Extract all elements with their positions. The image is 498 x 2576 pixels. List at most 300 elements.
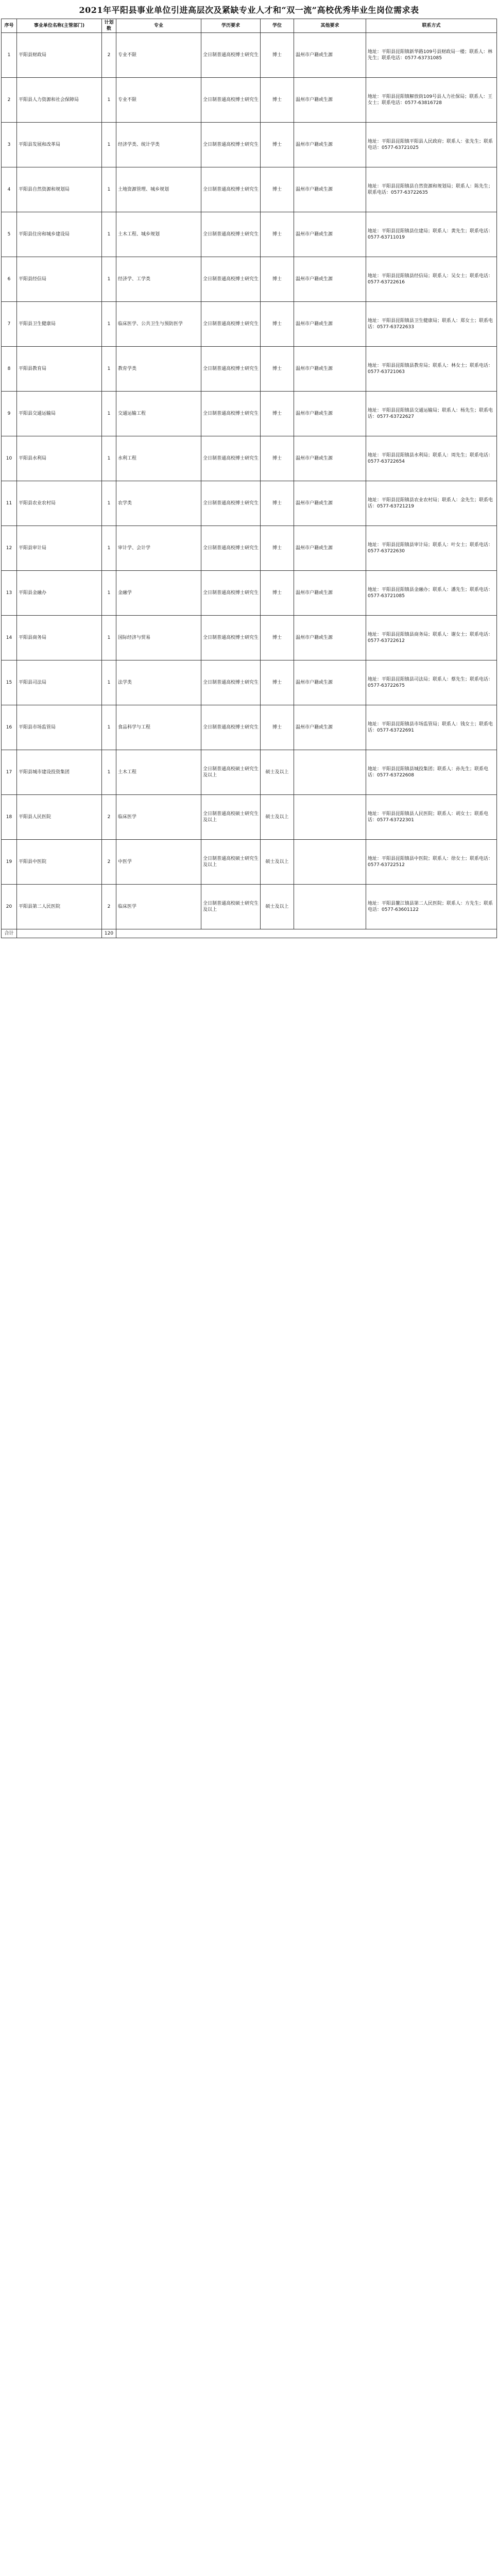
cell-education-text: 全日制普通高校博士研究生 [203, 366, 259, 371]
cell-other-text: 温州市户籍或生源 [296, 546, 333, 551]
table-header-row [2, 19, 497, 33]
cell-unit [17, 436, 102, 481]
cell-num-text: 1 [107, 187, 111, 192]
cell-degree [261, 257, 294, 302]
cell-other [294, 78, 366, 123]
cell-contact [366, 257, 497, 302]
cell-num-text: 1 [107, 232, 111, 237]
table-row [2, 78, 497, 123]
cell-major [116, 302, 201, 347]
cell-degree-text: 博士 [272, 411, 282, 416]
cell-no [2, 78, 17, 123]
table-row [2, 257, 497, 302]
cell-major-text: 中医学 [118, 859, 132, 865]
cell-no-text: 7 [7, 321, 11, 327]
cell-unit-text: 平阳县人民医院 [19, 815, 51, 820]
cell-unit-text: 平阳县商务局 [19, 635, 47, 640]
cell-degree [261, 526, 294, 571]
cell-contact [366, 33, 497, 78]
cell-education-text: 全日制普通高校硕士研究生及以上 [203, 811, 259, 823]
cell-unit [17, 167, 102, 212]
cell-major-text: 食品科学与工程 [118, 725, 151, 730]
cell-num-text: 2 [107, 53, 111, 58]
cell-other [294, 212, 366, 257]
cell-other-text: 温州市户籍或生源 [296, 411, 333, 416]
cell-no [2, 616, 17, 660]
cell-no-text: 8 [7, 366, 11, 371]
cell-education-text: 全日制普通高校博士研究生 [203, 590, 259, 596]
table-row [2, 436, 497, 481]
cell-no [2, 167, 17, 212]
cell-education-text: 全日制普通高校博士研究生 [203, 321, 259, 327]
footer-label: 合计 [2, 929, 17, 938]
cell-education-text: 全日制普通高校博士研究生 [203, 142, 259, 147]
cell-other-text: 温州市户籍或生源 [296, 187, 333, 192]
cell-education-text: 全日制普通高校博士研究生 [203, 501, 259, 506]
table-footer-row [2, 929, 497, 938]
cell-no-text: 11 [6, 501, 12, 506]
cell-unit [17, 616, 102, 660]
cell-other [294, 481, 366, 526]
cell-contact [366, 436, 497, 481]
cell-education-text: 全日制普通高校博士研究生 [203, 411, 259, 416]
table-body [2, 33, 497, 929]
cell-education-text: 全日制普通高校博士研究生 [203, 53, 259, 58]
cell-unit-text: 平阳县城市建设投资集团 [19, 770, 70, 775]
cell-education [201, 750, 261, 795]
cell-no [2, 526, 17, 571]
cell-degree-text: 博士 [272, 187, 282, 192]
cell-no-text: 14 [6, 635, 12, 640]
cell-degree [261, 167, 294, 212]
cell-num [102, 571, 116, 616]
cell-contact [366, 392, 497, 436]
cell-contact-text: 地址：平阳县鳌江镇县第二人民医院；联系人：方先生；联系电话：0577-63601122 [368, 901, 493, 912]
cell-unit-text: 平阳县财政局 [19, 53, 47, 58]
table-row [2, 347, 497, 392]
cell-unit-text: 平阳县交通运输局 [19, 411, 56, 416]
cell-contact [366, 526, 497, 571]
cell-contact-text: 地址：平阳县昆阳镇平阳县人民政府；联系人：张先生；联系电话：0577-63721025 [368, 139, 493, 150]
cell-num [102, 257, 116, 302]
cell-num-text: 1 [107, 456, 111, 461]
header-education: 学历要求 [201, 19, 261, 33]
cell-major-text: 土木工程、城乡规划 [118, 232, 160, 237]
cell-major-text: 金融学 [118, 590, 132, 596]
cell-education [201, 302, 261, 347]
cell-contact [366, 571, 497, 616]
cell-num [102, 840, 116, 885]
cell-unit [17, 347, 102, 392]
cell-no [2, 885, 17, 929]
footer-empty [116, 929, 497, 938]
table-row [2, 571, 497, 616]
cell-major-text: 专业不限 [118, 97, 137, 103]
cell-degree [261, 660, 294, 705]
cell-degree-text: 博士 [272, 546, 282, 551]
cell-education-text: 全日制普通高校博士研究生 [203, 635, 259, 640]
cell-num-text: 2 [107, 904, 111, 909]
cell-major-text: 交通运输工程 [118, 411, 146, 416]
cell-no [2, 347, 17, 392]
cell-education [201, 167, 261, 212]
cell-unit [17, 257, 102, 302]
table-row [2, 212, 497, 257]
cell-major-text: 水利工程 [118, 456, 137, 461]
cell-other [294, 795, 366, 840]
cell-education [201, 795, 261, 840]
cell-education-text: 全日制普通高校博士研究生 [203, 232, 259, 237]
cell-education-text: 全日制普通高校博士研究生 [203, 456, 259, 461]
cell-education-text: 全日制普通高校博士研究生 [203, 187, 259, 192]
cell-other-text: 温州市户籍或生源 [296, 590, 333, 596]
cell-num [102, 392, 116, 436]
cell-major [116, 392, 201, 436]
cell-major [116, 616, 201, 660]
cell-degree-text: 博士 [272, 142, 282, 147]
cell-unit-text: 平阳县水利局 [19, 456, 47, 461]
cell-major [116, 257, 201, 302]
cell-unit-text: 平阳县人力资源和社会保障局 [19, 97, 79, 103]
cell-unit-text: 平阳县司法局 [19, 680, 47, 685]
cell-contact-text: 地址：平阳县昆阳镇县金融办；联系人：潘先生；联系电话：0577-63721085 [368, 587, 493, 599]
cell-unit [17, 885, 102, 929]
cell-major [116, 750, 201, 795]
cell-education [201, 481, 261, 526]
cell-other-text: 温州市户籍或生源 [296, 53, 333, 58]
cell-other-text: 温州市户籍或生源 [296, 680, 333, 685]
cell-num-text: 1 [107, 321, 111, 327]
cell-major-text: 国际经济与贸易 [118, 635, 151, 640]
cell-degree-text: 博士 [272, 366, 282, 371]
cell-no [2, 123, 17, 167]
cell-other [294, 123, 366, 167]
cell-unit [17, 481, 102, 526]
page-title: 2021年平阳县事业单位引进高层次及紧缺专业人才和“双一流”高校优秀毕业生岗位需求表 [79, 5, 419, 15]
cell-unit-text: 平阳县住房和城乡建设局 [19, 232, 70, 237]
cell-num [102, 660, 116, 705]
cell-education-text: 全日制普通高校博士研究生 [203, 546, 259, 551]
cell-no [2, 257, 17, 302]
cell-major [116, 660, 201, 705]
cell-contact-text: 地址：平阳县昆阳镇县审计局；联系人：叶女士；联系电话：0577-63722630 [368, 543, 493, 554]
cell-degree-text: 博士 [272, 456, 282, 461]
cell-no [2, 705, 17, 750]
cell-degree-text: 博士 [272, 501, 282, 506]
cell-education [201, 33, 261, 78]
cell-degree-text: 硕士及以上 [265, 904, 289, 909]
cell-num-text: 1 [107, 142, 111, 147]
cell-major-text: 经济学类、统计学类 [118, 142, 160, 147]
table-row [2, 885, 497, 929]
cell-other [294, 33, 366, 78]
cell-education [201, 212, 261, 257]
cell-degree-text: 博士 [272, 725, 282, 730]
cell-major [116, 481, 201, 526]
table-row [2, 167, 497, 212]
cell-education [201, 885, 261, 929]
cell-no [2, 392, 17, 436]
cell-contact [366, 885, 497, 929]
cell-contact [366, 78, 497, 123]
cell-degree [261, 78, 294, 123]
cell-num-text: 1 [107, 501, 111, 506]
cell-other [294, 167, 366, 212]
cell-unit [17, 302, 102, 347]
cell-education [201, 436, 261, 481]
cell-unit [17, 660, 102, 705]
cell-degree [261, 123, 294, 167]
table-row [2, 705, 497, 750]
cell-no-text: 18 [6, 815, 12, 820]
table-row [2, 616, 497, 660]
cell-contact-text: 地址：平阳县昆阳镇县司法局；联系人：蔡先生；联系电话：0577-63722675 [368, 677, 493, 688]
cell-contact [366, 750, 497, 795]
cell-other [294, 885, 366, 929]
cell-other-text: 温州市户籍或生源 [296, 366, 333, 371]
footer-total: 120 [102, 929, 116, 938]
cell-degree [261, 436, 294, 481]
cell-other-text: 温州市户籍或生源 [296, 277, 333, 282]
cell-degree [261, 212, 294, 257]
cell-education-text: 全日制普通高校硕士研究生及以上 [203, 767, 259, 778]
cell-major [116, 795, 201, 840]
cell-major-text: 土木工程 [118, 770, 137, 775]
cell-degree [261, 616, 294, 660]
cell-other [294, 840, 366, 885]
footer-spacer [17, 929, 102, 938]
cell-contact-text: 地址：平阳县昆阳镇县中医院；联系人：徐女士；联系电话：0577-63722512 [368, 856, 493, 868]
cell-contact-text: 地址：平阳县昆阳镇县城投集团；联系人：孙先生；联系电话：0577-63722608 [368, 767, 489, 778]
cell-contact [366, 302, 497, 347]
cell-no-text: 17 [6, 770, 12, 775]
table-row [2, 123, 497, 167]
cell-degree-text: 博士 [272, 53, 282, 58]
cell-num-text: 1 [107, 277, 111, 282]
cell-no-text: 4 [7, 187, 11, 192]
table-row [2, 795, 497, 840]
cell-num-text: 1 [107, 635, 111, 640]
cell-unit [17, 705, 102, 750]
cell-major [116, 78, 201, 123]
cell-num [102, 481, 116, 526]
cell-num [102, 795, 116, 840]
cell-degree [261, 795, 294, 840]
cell-major-text: 审计学、会计学 [118, 546, 151, 551]
cell-no-text: 6 [7, 277, 11, 282]
cell-major [116, 571, 201, 616]
cell-contact-text: 地址：平阳县昆阳镇县卫生健康局；联系人：郑女士；联系电话：0577-63722633 [368, 318, 493, 330]
cell-num [102, 436, 116, 481]
cell-degree [261, 571, 294, 616]
cell-unit [17, 526, 102, 571]
cell-num [102, 123, 116, 167]
cell-degree [261, 750, 294, 795]
cell-degree-text: 硕士及以上 [265, 859, 289, 865]
cell-education [201, 78, 261, 123]
cell-contact [366, 705, 497, 750]
cell-major [116, 840, 201, 885]
table-row [2, 302, 497, 347]
cell-major [116, 705, 201, 750]
cell-num [102, 347, 116, 392]
cell-no [2, 481, 17, 526]
cell-other [294, 571, 366, 616]
cell-major-text: 临床医学 [118, 815, 137, 820]
cell-degree [261, 885, 294, 929]
cell-num [102, 750, 116, 795]
cell-no [2, 212, 17, 257]
cell-unit [17, 212, 102, 257]
cell-num-text: 1 [107, 546, 111, 551]
cell-education [201, 526, 261, 571]
header-degree: 学位 [261, 19, 294, 33]
cell-no-text: 1 [7, 53, 11, 58]
cell-other [294, 392, 366, 436]
cell-education [201, 257, 261, 302]
cell-other [294, 302, 366, 347]
table-row [2, 33, 497, 78]
cell-contact [366, 347, 497, 392]
cell-no-text: 2 [7, 97, 11, 103]
cell-major-text: 教育学类 [118, 366, 137, 371]
cell-no [2, 436, 17, 481]
cell-contact [366, 840, 497, 885]
cell-major [116, 436, 201, 481]
cell-other [294, 436, 366, 481]
cell-no [2, 302, 17, 347]
cell-education [201, 840, 261, 885]
cell-education [201, 347, 261, 392]
cell-contact [366, 795, 497, 840]
cell-num [102, 616, 116, 660]
cell-education [201, 571, 261, 616]
cell-degree [261, 481, 294, 526]
cell-no-text: 13 [6, 590, 12, 596]
cell-other [294, 616, 366, 660]
cell-contact [366, 123, 497, 167]
header-contact: 联系方式 [366, 19, 497, 33]
cell-education [201, 392, 261, 436]
cell-unit-text: 平阳县中医院 [19, 859, 47, 865]
cell-no [2, 33, 17, 78]
cell-other-text: 温州市户籍或生源 [296, 456, 333, 461]
cell-no-text: 20 [6, 904, 12, 909]
cell-education [201, 705, 261, 750]
cell-major [116, 123, 201, 167]
cell-other-text: 温州市户籍或生源 [296, 725, 333, 730]
cell-num [102, 885, 116, 929]
cell-num-text: 2 [107, 815, 111, 820]
cell-unit [17, 33, 102, 78]
cell-unit-text: 平阳县第二人民医院 [19, 904, 61, 909]
cell-major-text: 经济学、工学类 [118, 277, 151, 282]
cell-contact-text: 地址：平阳县昆阳镇县自然资源和规划局；联系人：陈先生；联系电话：0577-63722635 [368, 184, 493, 195]
cell-contact-text: 地址：平阳县昆阳镇县住建局；联系人：黄先生；联系电话：0577-63711019 [368, 229, 493, 240]
cell-unit [17, 571, 102, 616]
cell-num [102, 526, 116, 571]
table-row [2, 392, 497, 436]
cell-num-text: 1 [107, 680, 111, 685]
cell-num [102, 302, 116, 347]
header-other: 其他要求 [294, 19, 366, 33]
cell-unit [17, 78, 102, 123]
cell-other [294, 257, 366, 302]
cell-degree-text: 硕士及以上 [265, 770, 289, 775]
cell-unit-text: 平阳县发展和改革局 [19, 142, 61, 147]
cell-num [102, 167, 116, 212]
cell-degree [261, 392, 294, 436]
cell-education-text: 全日制普通高校硕士研究生及以上 [203, 856, 259, 868]
cell-degree [261, 33, 294, 78]
cell-contact [366, 212, 497, 257]
cell-degree-text: 博士 [272, 635, 282, 640]
cell-other [294, 750, 366, 795]
cell-major [116, 526, 201, 571]
cell-degree-text: 博士 [272, 680, 282, 685]
cell-major-text: 农学类 [118, 501, 132, 506]
table-row [2, 660, 497, 705]
cell-major [116, 212, 201, 257]
cell-num [102, 78, 116, 123]
cell-major-text: 专业不限 [118, 53, 137, 58]
cell-no-text: 19 [6, 859, 12, 865]
job-requirements-table [1, 19, 497, 938]
table-row [2, 750, 497, 795]
table-row [2, 526, 497, 571]
cell-num [102, 212, 116, 257]
cell-contact [366, 616, 497, 660]
cell-num-text: 1 [107, 725, 111, 730]
cell-num-text: 1 [107, 97, 111, 103]
cell-contact [366, 167, 497, 212]
cell-degree-text: 博士 [272, 321, 282, 327]
cell-other-text: 温州市户籍或生源 [296, 97, 333, 103]
header-major: 专业 [116, 19, 201, 33]
cell-no-text: 16 [6, 725, 12, 730]
cell-education-text: 全日制普通高校博士研究生 [203, 277, 259, 282]
cell-degree [261, 302, 294, 347]
cell-other-text: 温州市户籍或生源 [296, 321, 333, 327]
cell-major [116, 33, 201, 78]
cell-unit-text: 平阳县自然资源和规划局 [19, 187, 70, 192]
cell-unit-text: 平阳县金融办 [19, 590, 47, 596]
cell-education-text: 全日制普通高校博士研究生 [203, 725, 259, 730]
cell-no [2, 571, 17, 616]
header-unit: 事业单位名称(主管部门) [17, 19, 102, 33]
cell-major-text: 土地资源管理、城乡规划 [118, 187, 169, 192]
cell-other-text: 温州市户籍或生源 [296, 142, 333, 147]
cell-education [201, 660, 261, 705]
cell-degree-text: 硕士及以上 [265, 815, 289, 820]
cell-no [2, 795, 17, 840]
cell-other-text: 温州市户籍或生源 [296, 501, 333, 506]
cell-unit-text: 平阳县经信局 [19, 277, 47, 282]
cell-major-text: 法学类 [118, 680, 132, 685]
cell-degree-text: 博士 [272, 590, 282, 596]
cell-degree-text: 博士 [272, 97, 282, 103]
cell-other-text: 温州市户籍或生源 [296, 232, 333, 237]
cell-contact [366, 660, 497, 705]
cell-contact-text: 地址：平阳县昆阳镇县经信局；联系人：吴女士；联系电话：0577-63722616 [368, 274, 493, 285]
cell-unit [17, 750, 102, 795]
cell-no-text: 10 [6, 456, 12, 461]
cell-num-text: 1 [107, 590, 111, 596]
cell-unit [17, 123, 102, 167]
cell-unit [17, 840, 102, 885]
cell-contact-text: 地址：平阳县昆阳镇县交通运输局；联系人：杨先生；联系电话：0577-63722627 [368, 408, 493, 419]
table-row [2, 481, 497, 526]
